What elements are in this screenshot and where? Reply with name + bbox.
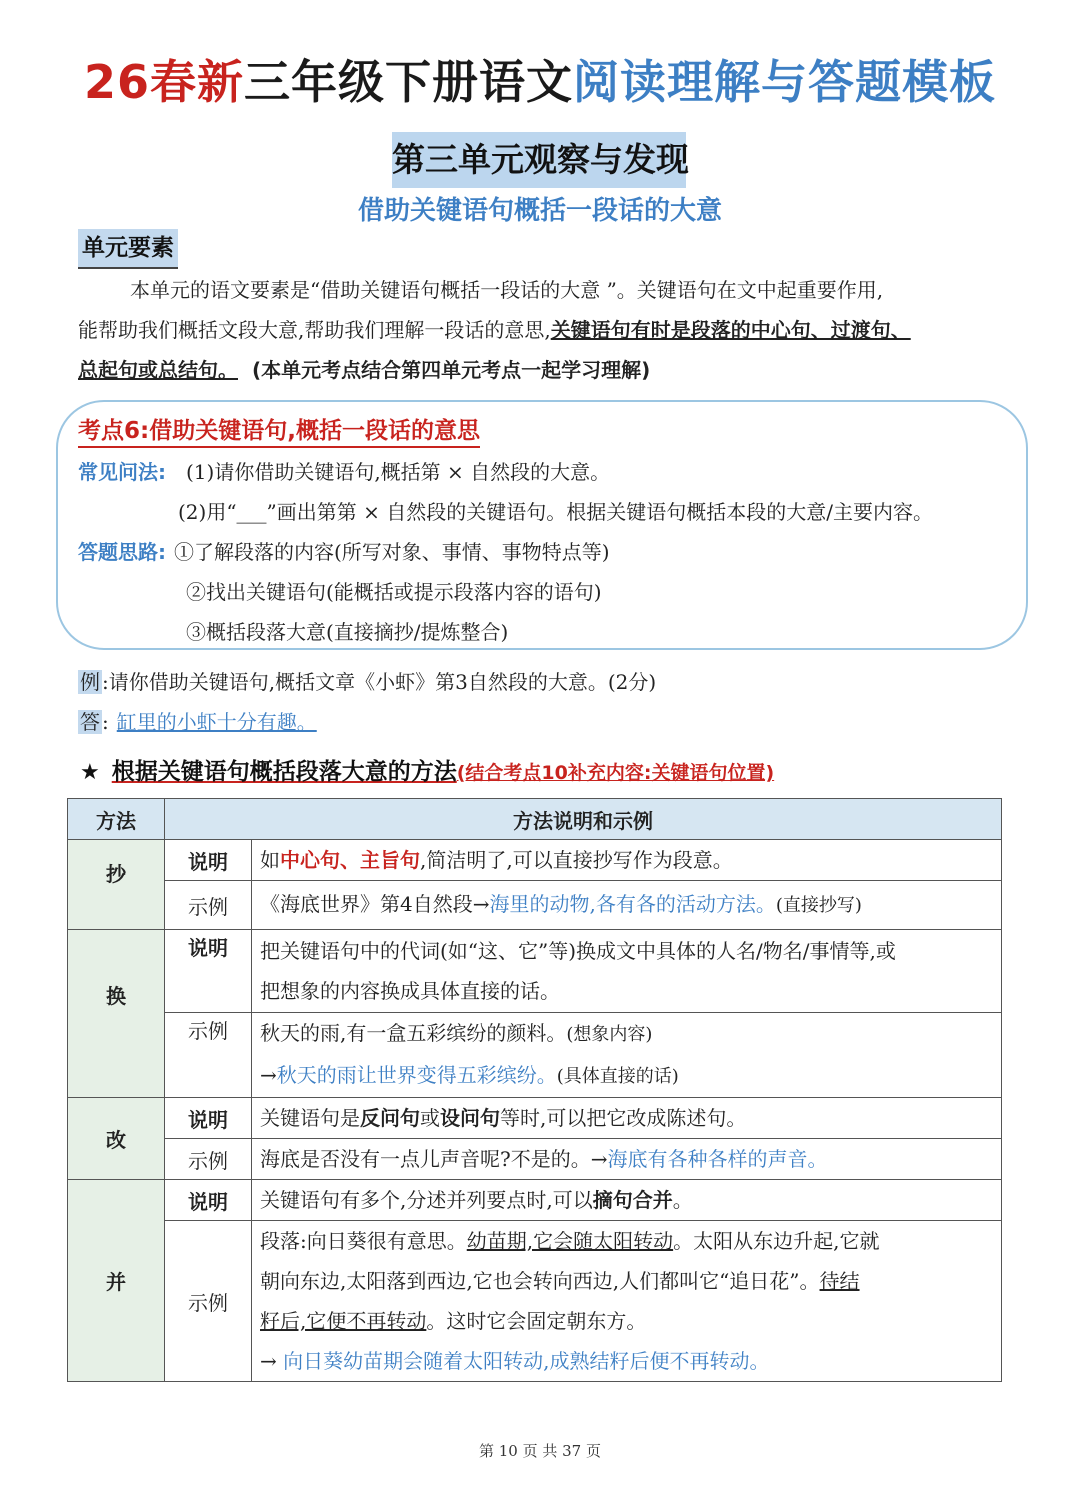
bing-example [252, 1221, 1002, 1382]
huan-example-2note: (具体直接的话) [556, 1066, 679, 1087]
answer-step-2: ②找出关键语句(能概括或提示段落内容的语句) [186, 580, 602, 604]
intro-line-3b: (本单元考点结合第四单元考点一起学习理解) [252, 358, 651, 382]
table-row [68, 840, 1002, 881]
gai-explain [252, 1098, 1002, 1139]
unit-title: 第三单元观察与发现 [392, 132, 686, 188]
gai-explain-mid: 或 [420, 1106, 440, 1130]
table-header-row [68, 799, 1002, 840]
answer-step-3: ③概括段落大意(直接摘抄/提炼整合) [186, 620, 509, 644]
question-label: 常见问法: [78, 460, 166, 484]
intro-line-2a: 能帮助我们概括文段大意,帮助我们理解一段话的意思, [78, 318, 551, 342]
question-1: (1)请你借助关键语句,概括第 × 自然段的大意。 [186, 460, 611, 484]
label-explain: 说明 [165, 1180, 252, 1221]
methods-table [67, 798, 1002, 1382]
method-bing: 并 [68, 1180, 165, 1382]
gai-explain-c: 等时,可以把它改成陈述句。 [500, 1106, 747, 1130]
method-huan: 换 [68, 930, 165, 1098]
gai-explain-b2: 设问句 [440, 1106, 500, 1130]
answer-step-1: ①了解段落的内容(所写对象、事情、事物特点等) [174, 540, 610, 564]
huan-example-2blue: 秋天的雨让世界变得五彩缤纷。 [276, 1063, 557, 1087]
title-black: 三年级下册语文 [244, 55, 573, 109]
bing-example-1 [260, 1221, 993, 1261]
bing-ex4-arrow: → [260, 1349, 277, 1373]
huan-explain-1: 把关键语句中的代词(如“这、它”等)换成文中具体的人名/物名/事情等,或 [260, 939, 896, 963]
label-example: 示例 [165, 881, 252, 930]
huan-example-1note: (想象内容) [566, 1024, 653, 1045]
label-explain: 说明 [165, 930, 252, 1013]
intro-line-2b: 关键语句有时是段落的中心句、过渡句、 [550, 318, 911, 342]
gai-example-blue: 海底有各种各样的声音。 [607, 1147, 828, 1171]
unit-subtitle: 借助关键语句概括一段话的大意 [357, 196, 722, 226]
gai-example [252, 1139, 1002, 1180]
table-row [68, 1221, 1002, 1382]
label-explain: 说明 [165, 840, 252, 881]
star-icon: ★ [80, 760, 100, 785]
question-2: (2)用“___”画出第第 × 自然段的关键语句。根据关键语句概括本段的大意/主要内容。 [178, 500, 933, 524]
intro-line-2 [78, 310, 911, 350]
huan-example-2arrow: → [260, 1063, 277, 1087]
bing-ex2-a: 朝向东边,太阳落到西边,它也会转向西边,人们都叫它“追日花”。 [260, 1269, 820, 1293]
answer-line-1 [78, 532, 610, 572]
example-question [78, 662, 656, 702]
page-footer: 第 10 页 共 37 页 [478, 1442, 601, 1460]
example-q-text: :请你借助关键语句,概括文章《小虾》第3自然段的大意。(2分) [102, 670, 657, 694]
chao-example-note: (直接抄写) [775, 895, 862, 916]
methods-heading: 根据关键语句概括段落大意的方法 [111, 759, 457, 785]
bing-explain [252, 1180, 1002, 1221]
method-gai: 改 [68, 1098, 165, 1180]
bing-ex1-ul: 幼苗期,它会随太阳转动 [466, 1229, 674, 1253]
title-red: 26春新 [83, 55, 244, 109]
kaodian-title: 考点6:借助关键语句,概括一段话的意思 [78, 412, 480, 448]
example-a-label: 答 [80, 710, 100, 734]
methods-note: (结合考点10补充内容:关键语句位置) [456, 762, 775, 784]
question-line-1 [78, 452, 610, 492]
gai-example-a: 海底是否没有一点儿声音呢?不是的。→ [260, 1147, 608, 1171]
table-row [68, 1098, 1002, 1139]
bing-example-2 [260, 1261, 993, 1301]
bing-ex2-ul: 待结 [819, 1269, 860, 1293]
methods-heading-line [80, 753, 774, 786]
bing-ex3-ul: 籽后,它便不再转动 [260, 1309, 427, 1333]
table-row [68, 930, 1002, 1013]
intro-line-1: 本单元的语文要素是“借助关键语句概括一段话的大意 ”。关键语句在文中起重要作用, [130, 278, 884, 302]
table-row [68, 1180, 1002, 1221]
example-a-colon: : [102, 710, 109, 734]
example-a-text: 缸里的小虾十分有趣。 [116, 710, 317, 734]
huan-explain [252, 930, 1002, 1013]
bing-example-3 [260, 1301, 993, 1341]
huan-example-1 [260, 1013, 993, 1055]
label-explain: 说明 [165, 1098, 252, 1139]
bing-explain-a: 关键语句有多个,分述并列要点时,可以 [260, 1188, 593, 1212]
col-desc: 方法说明和示例 [165, 799, 1002, 840]
gai-explain-a: 关键语句是 [260, 1106, 360, 1130]
example-q-label: 例 [80, 670, 100, 694]
title-blue: 阅读理解与答题模板 [573, 55, 996, 109]
huan-example-1a: 秋天的雨,有一盒五彩缤纷的颜料。 [260, 1021, 567, 1045]
answer-label: 答题思路: [78, 540, 166, 564]
bing-explain-c: 。 [672, 1188, 693, 1212]
label-example: 示例 [165, 1139, 252, 1180]
chao-explain-b: ,简洁明了,可以直接抄写作为段意。 [420, 848, 733, 872]
chao-example [252, 881, 1002, 930]
table-row [68, 1013, 1002, 1098]
bing-example-4 [260, 1341, 993, 1381]
section-heading: 单元要素 [78, 229, 178, 269]
label-example: 示例 [165, 1013, 252, 1098]
table-row [68, 881, 1002, 930]
bing-ex1-b: 。太阳从东边升起,它就 [673, 1229, 880, 1253]
bing-ex3-b: 。这时它会固定朝东方。 [426, 1309, 647, 1333]
label-example: 示例 [165, 1221, 252, 1382]
intro-line-3 [78, 350, 650, 390]
bing-ex1-a: 段落:向日葵很有意思。 [260, 1229, 467, 1253]
table-row [68, 1139, 1002, 1180]
intro-line-3a: 总起句或总结句。 [78, 358, 238, 382]
page-title [0, 46, 1080, 112]
huan-explain-2: 把想象的内容换成具体直接的话。 [260, 979, 560, 1003]
chao-example-a: 《海底世界》第4自然段→ [260, 892, 490, 916]
chao-example-blue: 海里的动物,各有各的活动方法。 [489, 892, 776, 916]
chao-explain-a: 如 [260, 848, 280, 872]
bing-ex4-blue: 向日葵幼苗期会随着太阳转动,成熟结籽后便不再转动。 [283, 1349, 770, 1373]
method-chao: 抄 [68, 840, 165, 930]
col-method: 方法 [68, 799, 165, 840]
example-answer [78, 702, 317, 742]
chao-explain-red: 中心句、主旨句 [280, 848, 420, 872]
huan-example-2 [260, 1055, 993, 1097]
chao-explain [252, 840, 1002, 881]
bing-explain-b: 摘句合并 [592, 1188, 673, 1212]
gai-explain-b1: 反问句 [360, 1106, 420, 1130]
huan-example [252, 1013, 1002, 1098]
